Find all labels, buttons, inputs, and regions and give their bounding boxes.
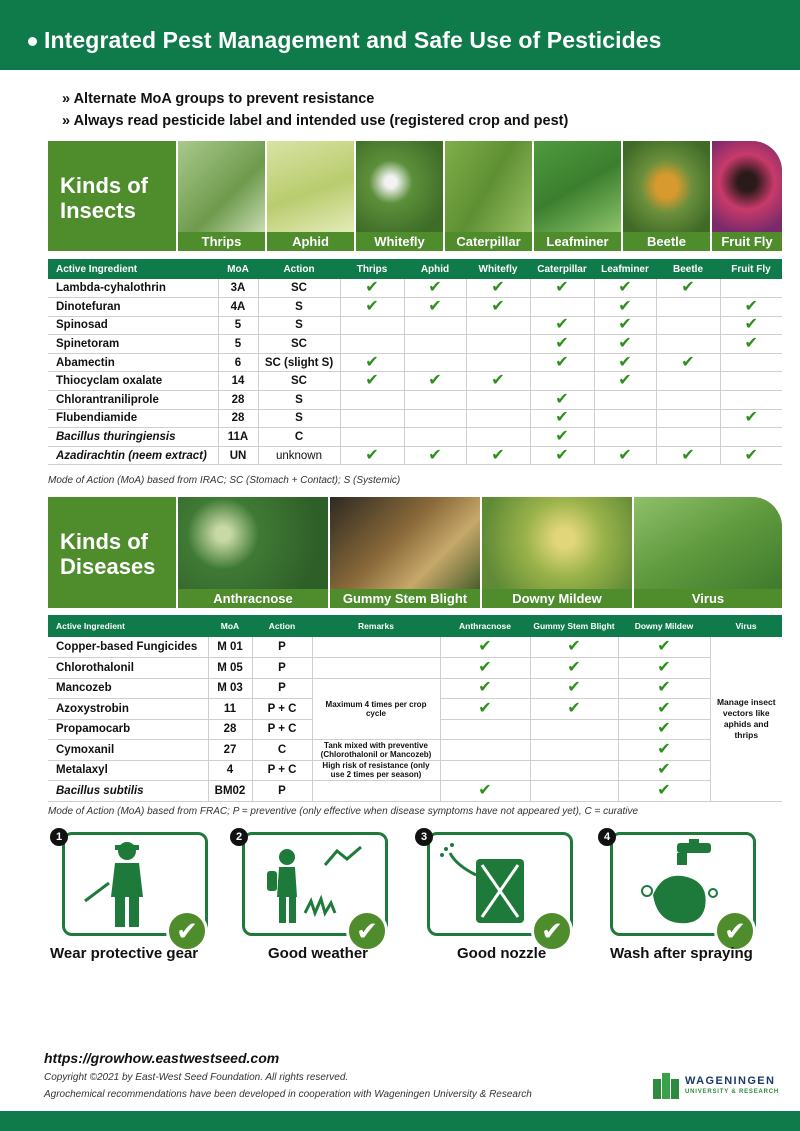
- check-icon: ✔: [744, 409, 758, 427]
- diseases-label-line1: Kinds of: [60, 529, 148, 554]
- column-header: MoA: [208, 615, 252, 637]
- check-icon: ✔: [657, 699, 671, 717]
- photo-caption: Anthracnose: [178, 589, 328, 608]
- check-icon: ✔: [491, 279, 505, 297]
- check-icon: ✔: [491, 297, 505, 315]
- insects-label-line2: Insects: [60, 198, 136, 223]
- step-number: 4: [598, 828, 616, 846]
- column-header: Virus: [710, 615, 782, 637]
- check-icon: ✔: [618, 335, 632, 353]
- check-circle-icon: ✔: [531, 910, 573, 952]
- photo-caption: Leafminer: [534, 232, 621, 251]
- virus-note: Manage insect vectors like aphids and thrips: [710, 637, 782, 801]
- table-row: Copper-based Fungicides M 01 P ✔ ✔ ✔ Manage insect vectors like aphids and thrips: [48, 637, 782, 658]
- column-header: Whitefly: [466, 259, 530, 279]
- photo-leafminer: [534, 141, 621, 251]
- check-icon: ✔: [555, 316, 569, 334]
- diseases-section-label: [48, 497, 176, 608]
- photo-gummy-stem-blight: [330, 497, 480, 608]
- check-icon: ✔: [478, 658, 492, 676]
- check-circle-icon: ✔: [166, 910, 208, 952]
- table-row: Cymoxanil 27 C Tank mixed with preventive (Chlorothalonil or Mancozeb) ✔: [48, 740, 782, 761]
- photo-anthracnose: [178, 497, 328, 608]
- check-icon: ✔: [365, 353, 379, 371]
- column-header: Caterpillar: [530, 259, 594, 279]
- photo-whitefly: [356, 141, 443, 251]
- check-icon: ✔: [555, 390, 569, 408]
- check-icon: ✔: [365, 279, 379, 297]
- check-circle-icon: ✔: [346, 910, 388, 952]
- table-row: Mancozeb M 03 P Maximum 4 times per crop cycle ✔ ✔ ✔: [48, 678, 782, 699]
- check-icon: ✔: [657, 761, 671, 779]
- step-number: 1: [50, 828, 68, 846]
- photo-caption: Virus: [634, 589, 782, 608]
- check-icon: ✔: [567, 699, 581, 717]
- check-icon: ✔: [567, 658, 581, 676]
- tip-item: » Always read pesticide label and intended use (registered crop and pest): [62, 110, 568, 132]
- tips-list: [62, 88, 568, 132]
- check-icon: ✔: [365, 446, 379, 464]
- table-row: Lambda-cyhalothrin 3A SC ✔ ✔ ✔ ✔ ✔ ✔: [48, 279, 782, 298]
- check-icon: ✔: [428, 279, 442, 297]
- check-icon: ✔: [681, 446, 695, 464]
- table-row: Chlorothalonil M 05 P ✔ ✔ ✔: [48, 658, 782, 679]
- column-header: Action: [258, 259, 340, 279]
- insects-section-header: [48, 141, 782, 251]
- table-header-row: [48, 615, 782, 637]
- photo-thrips: [178, 141, 265, 251]
- column-header: Action: [252, 615, 312, 637]
- table-row: Azoxystrobin 11 P + C ✔ ✔ ✔: [48, 699, 782, 720]
- column-header: Active Ingredient: [48, 615, 208, 637]
- step-good-nozzle: [415, 828, 593, 962]
- table-row: Spinetoram 5 SC ✔ ✔ ✔: [48, 335, 782, 354]
- bullet-icon: [28, 37, 37, 46]
- table-row: Bacillus subtilis BM02 P ✔ ✔: [48, 781, 782, 802]
- check-icon: ✔: [555, 353, 569, 371]
- table-row: Spinosad 5 S ✔ ✔ ✔: [48, 316, 782, 335]
- step-protective-gear: [50, 828, 228, 962]
- check-icon: ✔: [555, 428, 569, 446]
- insects-section-label: [48, 141, 176, 251]
- check-icon: ✔: [618, 446, 632, 464]
- photo-fruit-fly: [712, 141, 782, 251]
- check-icon: ✔: [657, 740, 671, 758]
- check-icon: ✔: [657, 638, 671, 655]
- check-icon: ✔: [365, 297, 379, 315]
- check-icon: ✔: [555, 279, 569, 297]
- page-title: Integrated Pest Management and Safe Use of Pesticides: [44, 27, 662, 53]
- bottom-bar: [0, 1111, 800, 1131]
- check-circle-icon: ✔: [714, 910, 756, 952]
- check-icon: ✔: [491, 446, 505, 464]
- table-header-row: [48, 259, 782, 279]
- column-header: Downy Mildew: [618, 615, 710, 637]
- step-wash-after: [598, 828, 776, 962]
- photo-caption: Gummy Stem Blight: [330, 589, 480, 608]
- photo-caption: Caterpillar: [445, 232, 532, 251]
- column-header: Aphid: [404, 259, 466, 279]
- table-row: Thiocyclam oxalate 14 SC ✔ ✔ ✔ ✔: [48, 372, 782, 391]
- column-header: Fruit Fly: [720, 259, 782, 279]
- check-icon: ✔: [491, 372, 505, 390]
- step-label: Wear protective gear: [50, 945, 199, 962]
- step-number: 3: [415, 828, 433, 846]
- remark-max4: Maximum 4 times per crop cycle: [312, 678, 440, 740]
- check-icon: ✔: [657, 781, 671, 799]
- check-icon: ✔: [657, 658, 671, 676]
- insects-note: Mode of Action (MoA) based from IRAC; SC (Stomach + Contact); S (Systemic): [48, 475, 401, 486]
- check-icon: ✔: [657, 720, 671, 738]
- column-header: Leafminer: [594, 259, 656, 279]
- check-icon: ✔: [555, 446, 569, 464]
- check-icon: ✔: [478, 781, 492, 799]
- step-label: Good nozzle: [457, 945, 547, 962]
- check-icon: ✔: [618, 279, 632, 297]
- photo-caption: Whitefly: [356, 232, 443, 251]
- step-number: 2: [230, 828, 248, 846]
- check-icon: ✔: [681, 353, 695, 371]
- column-header: Remarks: [312, 615, 440, 637]
- column-header: Anthracnose: [440, 615, 530, 637]
- column-header: Thrips: [340, 259, 404, 279]
- column-header: Beetle: [656, 259, 720, 279]
- check-icon: ✔: [657, 679, 671, 697]
- photo-caption: Fruit Fly: [712, 232, 782, 251]
- photo-aphid: [267, 141, 354, 251]
- photo-beetle: [623, 141, 710, 251]
- footer-agro-note: Agrochemical recommendations have been developed in cooperation with Wageningen University & Research: [44, 1089, 532, 1100]
- page-header: [0, 0, 800, 70]
- column-header: Gummy Stem Blight: [530, 615, 618, 637]
- table-row: Abamectin 6 SC (slight S) ✔ ✔ ✔ ✔: [48, 353, 782, 372]
- table-row: Azadirachtin (neem extract) UN unknown ✔ ✔ ✔ ✔ ✔ ✔ ✔: [48, 446, 782, 465]
- column-header: MoA: [218, 259, 258, 279]
- check-icon: ✔: [744, 297, 758, 315]
- check-icon: ✔: [744, 446, 758, 464]
- diseases-note: Mode of Action (MoA) based from FRAC; P = preventive (only effective when disease symptoms have not appeared yet), C = curative: [48, 806, 639, 817]
- photo-virus: [634, 497, 782, 608]
- logo-subtitle: UNIVERSITY & RESEARCH: [685, 1089, 780, 1095]
- check-icon: ✔: [744, 335, 758, 353]
- tip-item: » Alternate MoA groups to prevent resistance: [62, 88, 568, 110]
- table-row: Propamocarb 28 P + C ✔: [48, 719, 782, 740]
- photo-caterpillar: [445, 141, 532, 251]
- check-icon: ✔: [744, 316, 758, 334]
- step-label: Wash after spraying: [610, 945, 753, 962]
- footer-url-link[interactable]: https://growhow.eastwestseed.com: [44, 1050, 280, 1066]
- check-icon: ✔: [618, 316, 632, 334]
- check-icon: ✔: [428, 297, 442, 315]
- insects-table: [48, 259, 782, 465]
- check-icon: ✔: [567, 679, 581, 697]
- diseases-label-line2: Diseases: [60, 554, 156, 579]
- remark-tank: Tank mixed with preventive (Chlorothalonil or Mancozeb): [312, 740, 440, 761]
- remark-risk: High risk of resistance (only use 2 times per season): [312, 760, 440, 781]
- check-icon: ✔: [618, 372, 632, 390]
- photo-downy-mildew: [482, 497, 632, 608]
- check-icon: ✔: [618, 297, 632, 315]
- table-row: Flubendiamide 28 S ✔ ✔: [48, 409, 782, 428]
- photo-caption: Beetle: [623, 232, 710, 251]
- logo-name: WAGENINGEN: [685, 1075, 776, 1087]
- check-icon: ✔: [567, 638, 581, 655]
- photo-caption: Downy Mildew: [482, 589, 632, 608]
- photo-caption: Aphid: [267, 232, 354, 251]
- table-row: Dinotefuran 4A S ✔ ✔ ✔ ✔ ✔: [48, 298, 782, 317]
- wageningen-logo: [653, 1073, 793, 1101]
- check-icon: ✔: [365, 372, 379, 390]
- wageningen-logo-icon: [653, 1073, 679, 1099]
- table-row: Chlorantraniliprole 28 S ✔: [48, 391, 782, 410]
- check-icon: ✔: [681, 279, 695, 297]
- insects-label-line1: Kinds of: [60, 173, 148, 198]
- photo-caption: Thrips: [178, 232, 265, 251]
- check-icon: ✔: [428, 372, 442, 390]
- step-good-weather: [230, 828, 408, 962]
- step-label: Good weather: [268, 945, 369, 962]
- check-icon: ✔: [555, 409, 569, 427]
- column-header: Active Ingredient: [48, 259, 218, 279]
- table-row: Metalaxyl 4 P + C High risk of resistance (only use 2 times per season) ✔: [48, 760, 782, 781]
- diseases-table: [48, 615, 782, 802]
- check-icon: ✔: [555, 335, 569, 353]
- check-icon: ✔: [428, 446, 442, 464]
- diseases-section-header: [48, 497, 782, 608]
- check-icon: ✔: [478, 638, 492, 655]
- footer-copyright: Copyright ©2021 by East-West Seed Foundation. All rights reserved.: [44, 1072, 349, 1083]
- check-icon: ✔: [478, 679, 492, 697]
- check-icon: ✔: [478, 699, 492, 717]
- table-row: Bacillus thuringiensis 11A C ✔: [48, 428, 782, 447]
- check-icon: ✔: [618, 353, 632, 371]
